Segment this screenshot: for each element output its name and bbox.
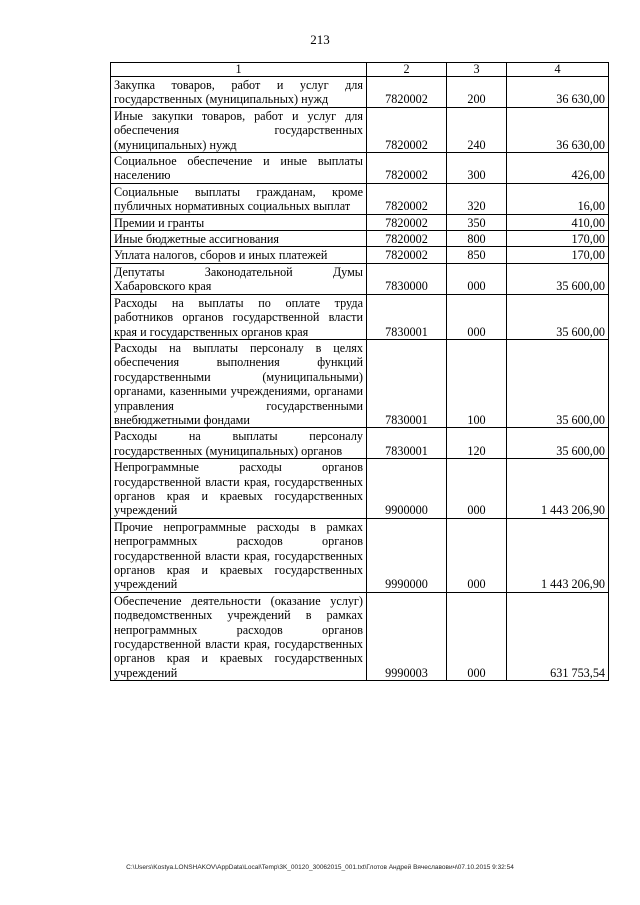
row-target-code: 7830000 — [367, 263, 447, 294]
row-description: Закупка товаров, работ и услуг для государственных (муниципальных) нужд — [111, 77, 367, 108]
row-amount: 170,00 — [507, 231, 609, 247]
row-description: Иные закупки товаров, работ и услуг для обеспечения государственных (муниципальных) нужд — [111, 107, 367, 152]
row-amount: 1 443 206,90 — [507, 518, 609, 592]
row-expense-type: 800 — [447, 231, 507, 247]
row-description: Непрограммные расходы органов государственной власти края, государственных органов края и краевых государственных учреждений — [111, 459, 367, 519]
table-row — [111, 263, 609, 294]
row-amount: 35 600,00 — [507, 428, 609, 459]
table-row — [111, 77, 609, 108]
row-expense-type: 000 — [447, 294, 507, 339]
row-description: Депутаты Законодательной Думы Хабаровского края — [111, 263, 367, 294]
row-expense-type: 850 — [447, 247, 507, 263]
row-expense-type: 300 — [447, 153, 507, 184]
row-expense-type: 100 — [447, 339, 507, 427]
row-amount: 1 443 206,90 — [507, 459, 609, 519]
row-target-code: 7830001 — [367, 428, 447, 459]
row-target-code: 7830001 — [367, 339, 447, 427]
table-row — [111, 107, 609, 152]
row-expense-type: 350 — [447, 214, 507, 230]
table-row — [111, 153, 609, 184]
header-col-4: 4 — [507, 63, 609, 77]
row-target-code: 7830001 — [367, 294, 447, 339]
row-description: Уплата налогов, сборов и иных платежей — [111, 247, 367, 263]
row-target-code: 7820002 — [367, 247, 447, 263]
row-amount: 631 753,54 — [507, 592, 609, 680]
row-expense-type: 000 — [447, 459, 507, 519]
table-body — [111, 77, 609, 681]
row-description: Иные бюджетные ассигнования — [111, 231, 367, 247]
row-description: Расходы на выплаты по оплате труда работников органов государственной власти края и государственных органов края — [111, 294, 367, 339]
header-col-1: 1 — [111, 63, 367, 77]
row-expense-type: 000 — [447, 263, 507, 294]
row-expense-type: 120 — [447, 428, 507, 459]
table-row — [111, 294, 609, 339]
row-description: Расходы на выплаты персоналу в целях обеспечения выполнения функций государственными (муниципальными) органами, казенными учреждениями, органами управления государственными внебюджетными фондами — [111, 339, 367, 427]
table-row — [111, 231, 609, 247]
row-target-code: 7820002 — [367, 214, 447, 230]
table-row — [111, 459, 609, 519]
row-target-code: 7820002 — [367, 77, 447, 108]
row-amount: 410,00 — [507, 214, 609, 230]
table-row — [111, 428, 609, 459]
row-expense-type: 240 — [447, 107, 507, 152]
row-target-code: 7820002 — [367, 107, 447, 152]
header-col-3: 3 — [447, 63, 507, 77]
row-target-code: 7820002 — [367, 153, 447, 184]
row-expense-type: 200 — [447, 77, 507, 108]
row-amount: 170,00 — [507, 247, 609, 263]
row-target-code: 7820002 — [367, 231, 447, 247]
footer-file-path: C:\Users\Kostya.LONSHAKOV\AppData\Local\Temp\3K_00120_30062015_001.txt\Глотов Андрей Вячеславович\07.10.2015 9:32:54 — [126, 864, 514, 871]
row-amount: 36 630,00 — [507, 107, 609, 152]
row-amount: 36 630,00 — [507, 77, 609, 108]
table-row — [111, 518, 609, 592]
table-row — [111, 592, 609, 680]
row-description: Социальное обеспечение и иные выплаты населению — [111, 153, 367, 184]
table-row — [111, 247, 609, 263]
row-description: Премии и гранты — [111, 214, 367, 230]
row-amount: 35 600,00 — [507, 263, 609, 294]
row-amount: 426,00 — [507, 153, 609, 184]
row-target-code: 7820002 — [367, 183, 447, 214]
row-expense-type: 000 — [447, 518, 507, 592]
row-target-code: 9990000 — [367, 518, 447, 592]
table-row — [111, 339, 609, 427]
row-amount: 16,00 — [507, 183, 609, 214]
row-target-code: 9900000 — [367, 459, 447, 519]
table-header — [111, 63, 609, 77]
page-number: 213 — [310, 32, 330, 47]
budget-table — [110, 62, 609, 681]
row-description: Обеспечение деятельности (оказание услуг) подведомственных учреждений в рамках непрограммных расходов органов государственной власти края, государственных органов края и краевых государственных учреждений — [111, 592, 367, 680]
row-description: Социальные выплаты гражданам, кроме публичных нормативных социальных выплат — [111, 183, 367, 214]
row-amount: 35 600,00 — [507, 339, 609, 427]
row-expense-type: 320 — [447, 183, 507, 214]
row-target-code: 9990003 — [367, 592, 447, 680]
row-description: Прочие непрограммные расходы в рамках непрограммных расходов органов государственной власти края, государственных органов края и краевых государственных учреждений — [111, 518, 367, 592]
table-row — [111, 183, 609, 214]
row-description: Расходы на выплаты персоналу государственных (муниципальных) органов — [111, 428, 367, 459]
row-amount: 35 600,00 — [507, 294, 609, 339]
header-col-2: 2 — [367, 63, 447, 77]
row-expense-type: 000 — [447, 592, 507, 680]
table-row — [111, 214, 609, 230]
header-row — [111, 63, 609, 77]
